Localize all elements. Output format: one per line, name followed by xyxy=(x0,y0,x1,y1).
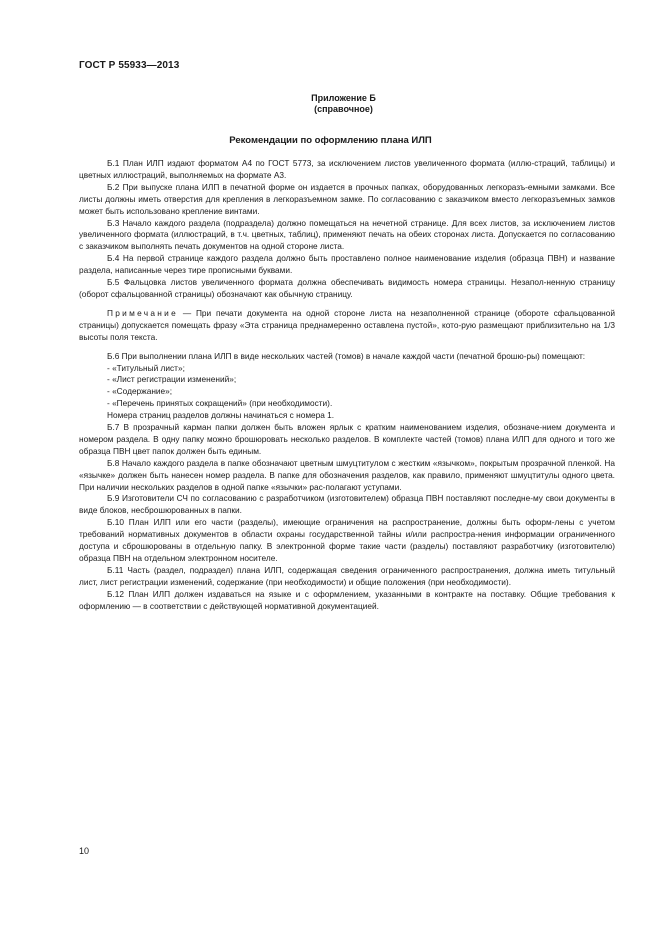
note-label: Примечание xyxy=(107,307,179,318)
paragraph-b11: Б.11 Часть (раздел, подраздел) плана ИЛП, содержащая сведения ограниченного распространения, должна иметь титульный лист, лист регистрации изменений, содержание (при необходимости) и общие положения (при необходимости). xyxy=(79,564,615,587)
section-title: Рекомендации по оформлению плана ИЛП xyxy=(229,135,432,146)
appendix-title: Приложение Б xyxy=(311,93,376,103)
paragraph-b1: Б.1 План ИЛП издают форматом А4 по ГОСТ 5773, за исключением листов увеличенного формата (иллю-страций, таблицы) и цветных иллюстраций, выполняемых на формате А3. xyxy=(79,158,615,180)
appendix-subtitle: (справочное) xyxy=(314,104,373,114)
list-item: - «Лист регистрации изменений»; xyxy=(107,374,237,385)
list-item: - «Содержание»; xyxy=(107,386,173,397)
note-paragraph xyxy=(79,308,615,344)
paragraph-b9: Б.9 Изготовители СЧ по согласованию с разработчиком (изготовителем) образца ПВН поставляют последне-му свои документы в виде блоков, несброшюрованных в папки. xyxy=(79,493,615,516)
paragraph-b3: Б.3 Начало каждого раздела (подраздела) должно помещаться на нечетной странице. Для всех листов, за исключением листов увеличенного формата (иллюстраций, в т.ч. цветных, таблиц), применяют печать на обеих сторонах листа. Допускается по согласованию с заказчиком выполнять печать документов на одной стороне листа. xyxy=(79,217,615,252)
paragraph-b5: Б.5 Фальцовка листов увеличенного формата должна обеспечивать видимость номера страницы. Незапол-ненную страницу (оборот сфальцованной страницы) обозначают как обычную страницу. xyxy=(79,277,615,299)
note-text: — При печати документа на одной стороне листа на незаполненной странице (обороте сфальцованной страницы) допускается помещать фразу «Эта страница преднамеренно оставлена пустой», кото-рую размещают приблизительно на 1/3 высоты поля текста. xyxy=(79,307,615,342)
appendix-heading xyxy=(0,93,661,115)
paragraph-b6-page-numbers: Номера страниц разделов должны начинаться с номера 1. xyxy=(107,410,335,421)
paragraph-b4: Б.4 На первой странице каждого раздела должно быть проставлено полное наименование изделия (образца ПВН) и название раздела, написанные через тире прописными буквами. xyxy=(79,253,615,276)
list-item: - «Перечень принятых сокращений» (при необходимости). xyxy=(107,398,333,409)
paragraph-b2: Б.2 При выпуске плана ИЛП в печатной форме он издается в прочных папках, оборудованных легкоразъ-емными замками. Все листы должны иметь отверстия для крепления в легкоразъемном замке. По согласованию с заказчиком вместо легкоразъемных замков может быть использовано крепление винтами. xyxy=(79,181,615,216)
paragraph-b12: Б.12 План ИЛП должен издаваться на языке и с оформлением, указанными в контракте на поставку. Общие требования к оформлению — в соответствии с действующей нормативной документацией. xyxy=(79,588,615,611)
document-header: ГОСТ Р 55933—2013 xyxy=(79,60,180,71)
document-body xyxy=(79,158,615,613)
page-number: 10 xyxy=(79,846,90,856)
paragraph-b8: Б.8 Начало каждого раздела в папке обозначают цветным шмуцтитулом с жестким «язычком», покрытым прозрачной пленкой. На «язычке» должен быть нанесен номер раздела. В папке для обозначения разделов, как правило, применяют шмуцтитулы одного цвета. При наличии нескольких разделов в одной папке «язычки» рас-полагают уступами. xyxy=(79,457,615,492)
paragraph-b10: Б.10 План ИЛП или его части (разделы), имеющие ограничения на распространение, должны быть оформ-лены с учетом требований нормативных документов в области охраны государственной тайны и/или распростра-нения информации ограниченного доступа и сброшюрованы в отдельную папку. В электронной форме такие части (разделы) поставляют разработчику (изготовителю) образца ПВН на отдельном электронном носителе. xyxy=(79,517,615,563)
paragraph-b6: Б.6 При выполнении плана ИЛП в виде нескольких частей (томов) в начале каждой части (печатной брошю-ры) помещают: xyxy=(107,350,586,361)
paragraph-b7: Б.7 В прозрачный карман папки должен быть вложен ярлык с кратким наименованием изделия, обозначе-нием документа и номером раздела. В одну папку можно брошюровать несколько разделов. В комплекте частей (томов) плана ИЛП для одного и того же образца ПВН цвет папок должен быть единым. xyxy=(79,422,615,456)
list-item: - «Титульный лист»; xyxy=(107,362,185,373)
